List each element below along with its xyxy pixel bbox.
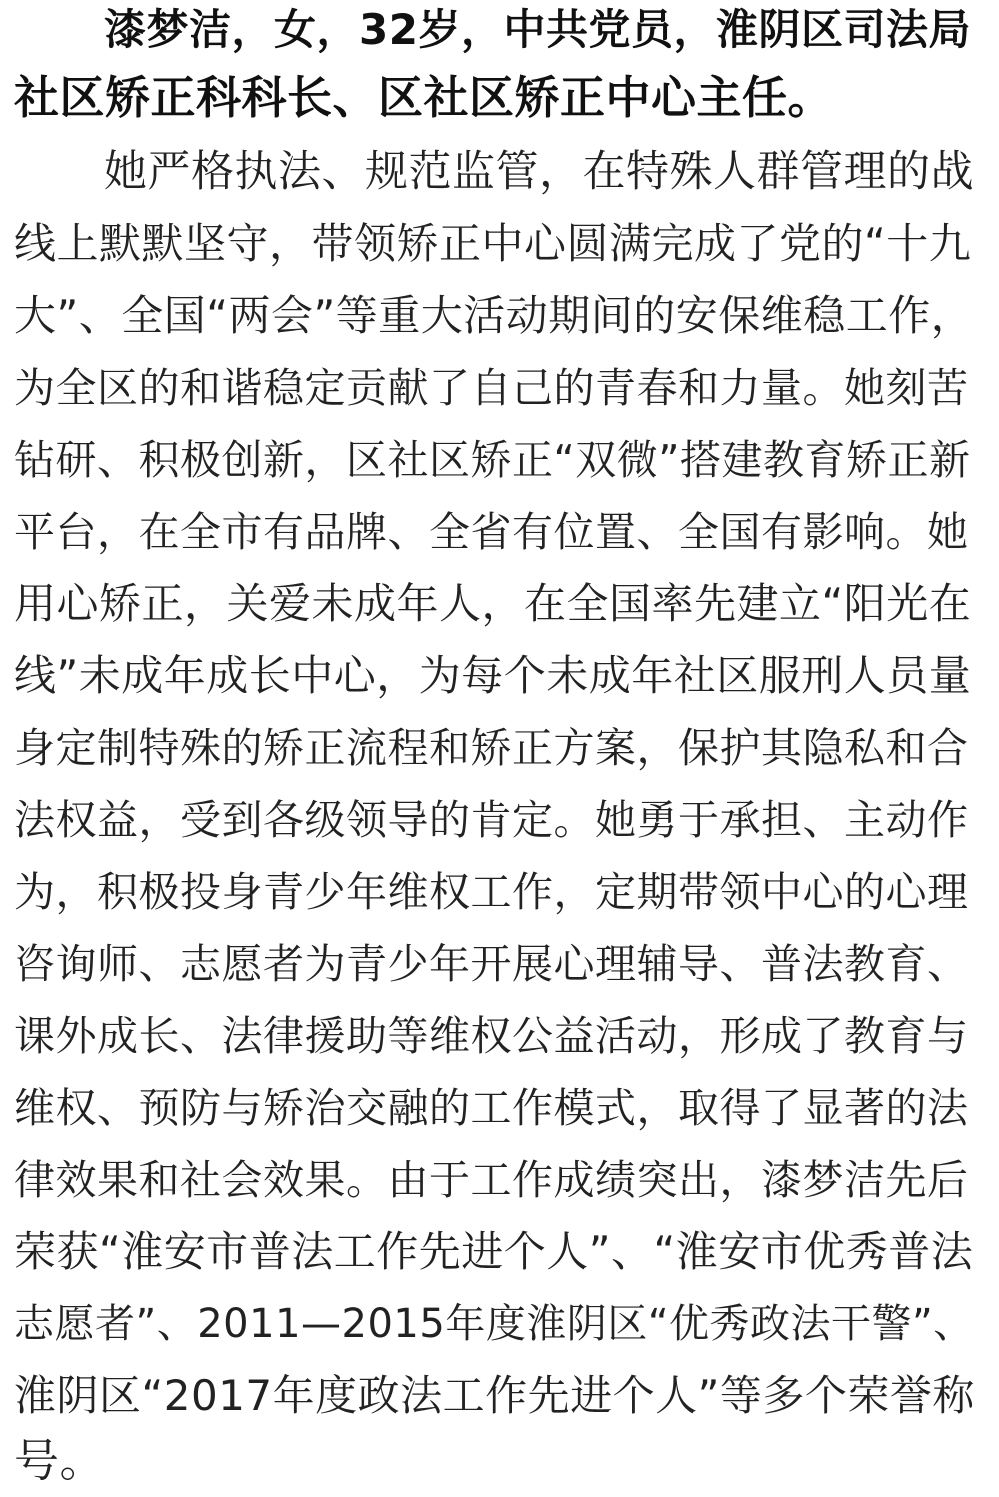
body-line: 身定制特殊的矫正流程和矫正方案，保护其隐私和合 — [14, 724, 969, 772]
body-line: 维权、预防与矫治交融的工作模式，取得了显著的法 — [14, 1084, 969, 1132]
body-line: 志愿者”、2011—2015年度淮阴区“优秀政法干警”、 — [14, 1301, 974, 1347]
body-line: 课外成长、法律援助等维权公益活动，形成了教育与 — [14, 1012, 969, 1060]
body-line: 大”、全国“两会”等重大活动期间的安保维稳工作， — [14, 291, 974, 340]
intro-line: 社区矫正科科长、区社区矫正中心主任。 — [14, 71, 834, 124]
body-line: 线上默默坚守，带领矫正中心圆满完成了党的“十九 — [14, 219, 972, 268]
body-line: 法权益，受到各级领导的肯定。她勇于承担、主动作 — [14, 796, 969, 844]
body-line: 她严格执法、规范监管，在特殊人群管理的战 — [104, 147, 974, 197]
body-line: 线”未成年成长中心，为每个未成年社区服刑人员量 — [14, 651, 972, 700]
intro-line: 漆梦洁，女，32岁，中共党员，淮阴区司法局 — [104, 5, 971, 54]
body-line: 淮阴区“2017年度政法工作先进个人”等多个荣誉称 — [14, 1371, 975, 1420]
body-line: 用心矫正，关爱未成年人，在全国率先建立“阳光在 — [14, 579, 972, 628]
body-line: 为，积极投身青少年维权工作，定期带领中心的心理 — [14, 868, 969, 916]
body-line: 平台，在全市有品牌、全省有位置、全国有影响。她 — [14, 508, 969, 556]
body-line: 钻研、积极创新，区社区矫正“双微”搭建教育矫正新 — [14, 436, 971, 484]
body-line: 荣获“淮安市普法工作先进个人”、“淮安市优秀普法 — [14, 1227, 974, 1276]
body-line: 咨询师、志愿者为青少年开展心理辅导、普法教育、 — [14, 940, 969, 988]
body-line: 号。 — [14, 1434, 106, 1487]
body-line: 为全区的和谐稳定贡献了自己的青春和力量。她刻苦 — [14, 364, 969, 412]
body-line: 律效果和社会效果。由于工作成绩突出，漆梦洁先后 — [14, 1156, 969, 1204]
